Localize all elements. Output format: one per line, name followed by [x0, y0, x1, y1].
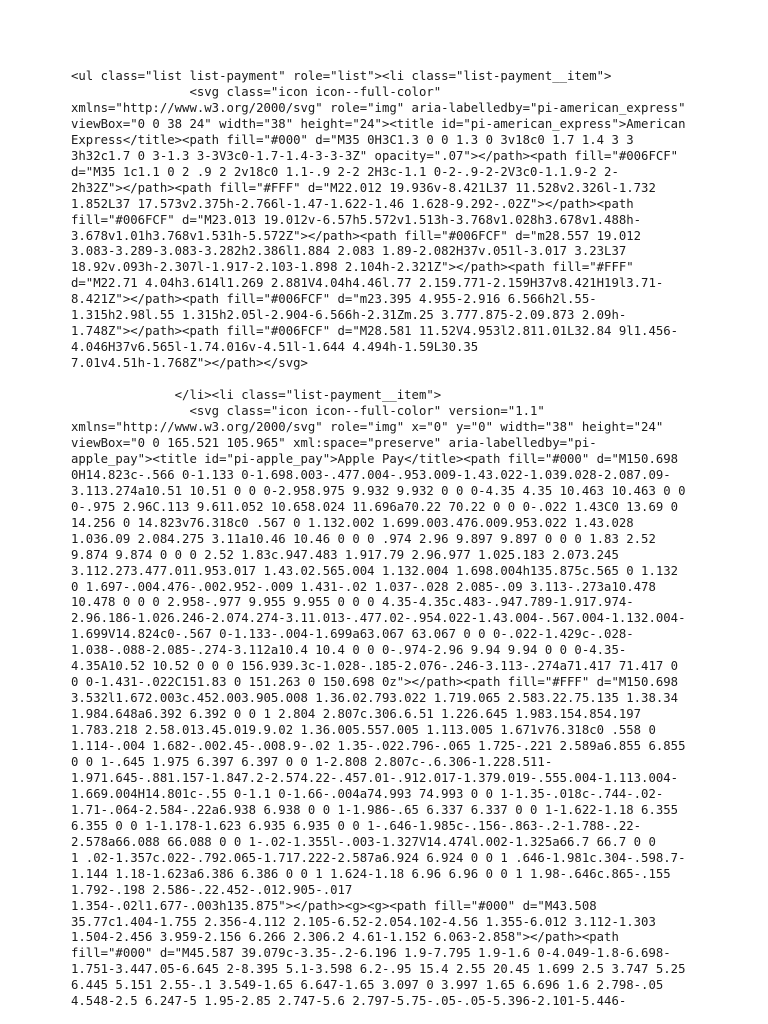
- code-line: </li><li class="list-payment__item">: [71, 388, 442, 403]
- code-line: 1.984.648a6.392 6.392 0 0 1 2.804 2.807c.306.6.51 1.226.645 1.983.154.854.197: [71, 707, 642, 722]
- code-line: 8.421Z"></path><path fill="#006FCF" d="m23.395 4.955-2.916 6.566h2l.55-: [71, 292, 597, 307]
- code-line: 9.874 9.874 0 0 0 2.52 1.83c.947.483 1.917.79 2.96.977 1.025.183 2.073.245: [71, 547, 619, 562]
- code-line: 3.113.274a10.51 10.51 0 0 0-2.958.975 9.932 9.932 0 0 0-4.35 4.35 10.463 10.463 0 0: [71, 483, 686, 498]
- code-line: 0-.975 2.96C.113 9.611.052 10.658.024 11.696a70.22 70.22 0 0 0-.022 1.43C0 13.69 0: [71, 499, 679, 514]
- code-line: 35.77c1.404-1.755 2.356-4.112 2.105-6.52-2.054.102-4.56 1.355-6.012 3.112-1.303: [71, 914, 656, 929]
- code-line: 4.046H37v6.565l-1.74.016v-4.51l-1.644 4.494h-1.59L30.35: [71, 340, 479, 355]
- code-line: 0 0-1.431-.022C151.83 0 151.263 0 150.698 0z"></path><path fill="#FFF" d="M150.698: [71, 675, 679, 690]
- code-line: <svg class="icon icon--full-color": [71, 84, 442, 99]
- code-line: d="M35 1c1.1 0 2 .9 2 2v18c0 1.1-.9 2-2 2H3c-1.1 0-2-.9-2-2V3c0-1.1.9-2 2-: [71, 164, 619, 179]
- code-line: 3.678v1.01h3.768v1.531h-5.572Z"></path><path fill="#006FCF" d="m28.557 19.012: [71, 228, 642, 243]
- code-line: 1.748Z"></path><path fill="#006FCF" d="M28.581 11.52V4.953l2.811.01L32.84 9l1.456-: [71, 324, 679, 339]
- code-line: 3h32c1.7 0 3-1.3 3-3V3c0-1.7-1.4-3-3-3Z" opacity=".07"></path><path fill="#006FCF": [71, 148, 679, 163]
- code-line: 1.699V14.824c0-.567 0-1.133-.004-1.699a63.067 63.067 0 0 0-.022-1.429c-.028-: [71, 627, 634, 642]
- code-line: 6.445 5.151 2.55-.1 3.549-1.65 6.647-1.65 3.097 0 3.997 1.65 6.696 1.6 2.798-.05: [71, 978, 664, 993]
- code-line: 1.144 1.18-1.623a6.386 6.386 0 0 1 1.624-1.18 6.96 6.96 0 0 1 1.98-.646c.865-.155: [71, 866, 671, 881]
- code-line: Express</title><path fill="#000" d="M35 0H3C1.3 0 0 1.3 0 3v18c0 1.7 1.4 3 3: [71, 132, 634, 147]
- code-line: xmlns="http://www.w3.org/2000/svg" role="img" x="0" y="0" width="38" height="24": [71, 419, 664, 434]
- code-line: 0 0 1-.645 1.975 6.397 6.397 0 0 1-2.808 2.807c-.6.306-1.228.511-: [71, 754, 553, 769]
- code-line: 6.355 0 0 1-1.178-1.623 6.935 6.935 0 0 1-.646-1.985c-.156-.863-.2-1.788-.22-: [71, 818, 642, 833]
- code-line: 2.96.186-1.026.246-2.074.274-3.11.013-.477.02-.954.022-1.43.004-.567.004-1.132.004-: [71, 611, 686, 626]
- code-line: 18.92v.093h-2.307l-1.917-2.103-1.898 2.104h-2.321Z"></path><path fill="#FFF": [71, 260, 634, 275]
- code-line: fill="#000" d="M45.587 39.079c-3.35-.2-6.196 1.9-7.795 1.9-1.6 0-4.049-1.8-6.698-: [71, 946, 671, 961]
- code-line: 1.783.218 2.58.013.45.019.9.02 1.36.005.557.005 1.113.005 1.671v76.318c0 .558 0: [71, 723, 656, 738]
- code-line: 1.852L37 17.573v2.375h-2.766l-1.47-1.622-1.46 1.628-9.292-.02Z"></path><path: [71, 196, 634, 211]
- code-line: 1.751-3.447.05-6.645 2-8.395 5.1-3.598 6.2-.95 15.4 2.55 20.45 1.699 2.5 3.747 5.25: [71, 962, 686, 977]
- code-line: 4.548-2.5 6.247-5 1.95-2.85 2.747-5.6 2.797-5.75-.05-.05-5.396-2.101-5.446-: [71, 994, 627, 1009]
- code-line: 1 .02-1.357c.022-.792.065-1.717.222-2.587a6.924 6.924 0 0 1 .646-1.981c.304-.598.7-: [71, 850, 686, 865]
- code-line: 1.114-.004 1.682-.002.45-.008.9-.02 1.35-.022.796-.065 1.725-.221 2.589a6.855 6.855: [71, 739, 686, 754]
- code-line: viewBox="0 0 165.521 105.965" xml:space="preserve" aria-labelledby="pi-: [71, 435, 597, 450]
- code-line: 7.01v4.51h-1.768Z"></path></svg>: [71, 356, 308, 371]
- code-line: apple_pay"><title id="pi-apple_pay">Apple Pay</title><path fill="#000" d="M150.698: [71, 451, 679, 466]
- code-line: xmlns="http://www.w3.org/2000/svg" role="img" aria-labelledby="pi-american_express": [71, 100, 686, 115]
- code-line: 14.256 0 14.823v76.318c0 .567 0 1.132.002 1.699.003.476.009.953.022 1.43.028: [71, 515, 634, 530]
- code-line: <svg class="icon icon--full-color" version="1.1": [71, 404, 545, 419]
- code-line: d="M22.71 4.04h3.614l1.269 2.881V4.04h4.46l.77 2.159.771-2.159H37v8.421H19l3.71-: [71, 276, 664, 291]
- code-line: 2h32Z"></path><path fill="#FFF" d="M22.012 19.936v-8.421L37 11.528v2.326l-1.732: [71, 180, 656, 195]
- code-line: 1.038-.088-2.085-.274-3.112a10.4 10.4 0 0 0-.974-2.96 9.94 9.94 0 0 0-4.35-: [71, 643, 627, 658]
- code-line: 3.112.273.477.011.953.017 1.43.02.565.004 1.132.004 1.698.004h135.875c.565 0 1.132: [71, 563, 679, 578]
- code-line: 1.504-2.456 3.959-2.156 6.266 2.306.2 4.61-1.152 6.063-2.858"></path><path: [71, 930, 619, 945]
- code-line: 4.35A10.52 10.52 0 0 0 156.939.3c-1.028-.185-2.076-.246-3.113-.274a71.417 71.417 0: [71, 659, 679, 674]
- code-line: 2.578a66.088 66.088 0 0 1-.02-1.355l-.003-1.327V14.474l.002-1.325a66.7 66.7 0 0: [71, 834, 656, 849]
- source-code-text: [71, 69, 768, 1010]
- code-line: 1.354-.02l1.677-.003h135.875"></path><g><g><path fill="#000" d="M43.508: [71, 898, 597, 913]
- code-line: 3.532l1.672.003c.452.003.905.008 1.36.02.793.022 1.719.065 2.583.22.75.135 1.38.34: [71, 691, 679, 706]
- code-line: 3.083-3.289-3.083-3.282h2.386l1.884 2.083 1.89-2.082H37v.051l-3.017 3.23L37: [71, 244, 627, 259]
- code-line: 1.71-.064-2.584-.22a6.938 6.938 0 0 1-1.986-.65 6.337 6.337 0 0 1-1.622-1.18 6.355: [71, 802, 679, 817]
- code-line: 1.792-.198 2.586-.22.452-.012.905-.017: [71, 882, 353, 897]
- code-line: 0H14.823c-.566 0-1.133 0-1.698.003-.477.004-.953.009-1.43.022-1.039.028-2.087.09-: [71, 467, 671, 482]
- code-line: <ul class="list list-payment" role="list"><li class="list-payment__item">: [71, 69, 612, 83]
- code-line: 1.669.004H14.801c-.55 0-1.1 0-1.66-.004a74.993 74.993 0 0 1-1.35-.018c-.744-.02-: [71, 786, 664, 801]
- code-line: 0 1.697-.004.476-.002.952-.009 1.431-.02 1.037-.028 2.085-.09 3.113-.273a10.478: [71, 579, 656, 594]
- code-line: fill="#006FCF" d="M23.013 19.012v-6.57h5.572v1.513h-3.768v1.028h3.678v1.488h-: [71, 212, 642, 227]
- code-line: 1.315h2.98l.55 1.315h2.05l-2.904-6.566h-2.31Zm.25 3.777.875-2.09.873 2.09h-: [71, 308, 627, 323]
- code-line: 1.036.09 2.084.275 3.11a10.46 10.46 0 0 0 .974 2.96 9.897 9.897 0 0 0 1.83 2.52: [71, 531, 656, 546]
- code-line: 10.478 0 0 0 2.958-.977 9.955 9.955 0 0 0 4.35-4.35c.483-.947.789-1.917.974-: [71, 595, 634, 610]
- code-line: viewBox="0 0 38 24" width="38" height="24"><title id="pi-american_express">American: [71, 116, 686, 131]
- code-line: 1.971.645-.881.157-1.847.2-2.574.22-.457.01-.912.017-1.379.019-.555.004-1.113.004-: [71, 770, 679, 785]
